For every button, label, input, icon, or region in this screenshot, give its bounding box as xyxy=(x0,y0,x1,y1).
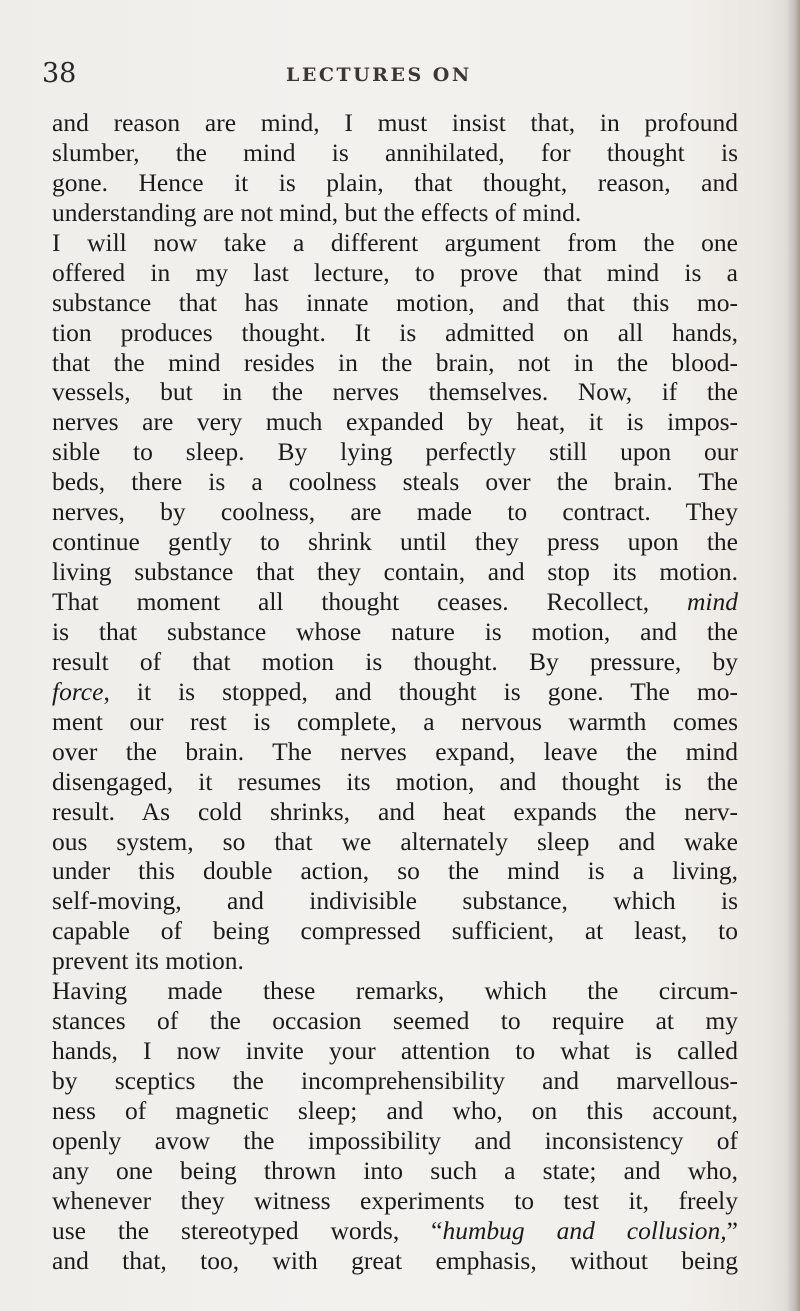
text-line: and reason are mind, I must insist that, in profound xyxy=(52,108,738,137)
text-line: prevent its motion. xyxy=(52,946,244,976)
text-line xyxy=(52,587,738,617)
text-line: Having made these remarks, which the circum- xyxy=(52,976,738,1006)
text-line: is that substance whose nature is motion, and the xyxy=(52,616,738,646)
text-line: result. As cold shrinks, and heat expands the nerv- xyxy=(52,796,738,826)
text-line: nerves, by coolness, are made to contract. They xyxy=(52,497,738,527)
text-line-segment: , it is stopped, and thought is gone. The mo- xyxy=(103,676,738,706)
text-line: hands, I now invite your attention to what is called xyxy=(52,1036,738,1066)
text-line: disengaged, it resumes its motion, and thought is the xyxy=(52,766,738,796)
text-line: tion produces thought. It is admitted on all hands, xyxy=(52,317,738,347)
page-edge-shadow xyxy=(786,0,800,1311)
text-line: sible to sleep. By lying perfectly still upon our xyxy=(52,437,738,467)
italic-emphasis: mind xyxy=(687,587,738,616)
text-line: capable of being compressed sufficient, at least, to xyxy=(52,916,738,946)
running-head: LECTURES ON xyxy=(286,64,472,86)
text-line: offered in my last lecture, to prove that mind is a xyxy=(52,257,738,287)
text-line-segment: ” xyxy=(726,1215,738,1245)
text-line: nerves are very much expanded by heat, it is impos- xyxy=(52,407,738,437)
text-line: over the brain. The nerves expand, leave the mind xyxy=(52,736,738,766)
text-line: self-moving, and indivisible substance, which is xyxy=(52,886,738,916)
italic-emphasis: force xyxy=(52,676,104,706)
text-line: living substance that they contain, and stop its motion. xyxy=(52,557,738,587)
text-line: result of that motion is thought. By pressure, by xyxy=(52,646,738,676)
text-line: substance that has innate motion, and that this mo- xyxy=(52,287,738,317)
text-line: whenever they witness experiments to test it, freely xyxy=(52,1185,738,1215)
text-line: any one being thrown into such a state; and who, xyxy=(52,1155,738,1185)
text-line: ment our rest is complete, a nervous warmth comes xyxy=(52,706,738,736)
text-line-segment: use the stereotyped words, “ xyxy=(52,1215,443,1245)
text-line: ness of magnetic sleep; and who, on this account, xyxy=(52,1095,738,1125)
text-line: understanding are not mind, but the effects of mind. xyxy=(52,197,582,227)
text-line: vessels, but in the nerves themselves. Now, if the xyxy=(52,377,738,407)
body-text xyxy=(52,108,738,1276)
text-line: continue gently to shrink until they press upon the xyxy=(52,527,738,557)
page-number: 38 xyxy=(42,58,77,89)
text-line: stances of the occasion seemed to require at my xyxy=(52,1006,738,1036)
text-line: beds, there is a coolness steals over the brain. The xyxy=(52,467,738,497)
text-line: gone. Hence it is plain, that thought, reason, and xyxy=(52,167,738,197)
text-line xyxy=(52,677,738,707)
italic-emphasis: humbug and collusion, xyxy=(442,1215,727,1245)
text-line: under this double action, so the mind is a living, xyxy=(52,856,738,886)
text-line: I will now take a different argument from the one xyxy=(52,227,738,257)
text-line-segment: That moment all thought ceases. Recollect, xyxy=(52,587,687,616)
text-line: and that, too, with great emphasis, without being xyxy=(52,1245,738,1275)
text-line: by sceptics the incomprehensibility and marvellous- xyxy=(52,1066,738,1095)
text-line xyxy=(52,1216,738,1246)
text-line: slumber, the mind is annihilated, for thought is xyxy=(52,137,738,167)
text-line: that the mind resides in the brain, not in the blood- xyxy=(52,347,738,377)
text-line: ous system, so that we alternately sleep and wake xyxy=(52,826,738,856)
text-line: openly avow the impossibility and inconsistency of xyxy=(52,1125,738,1155)
